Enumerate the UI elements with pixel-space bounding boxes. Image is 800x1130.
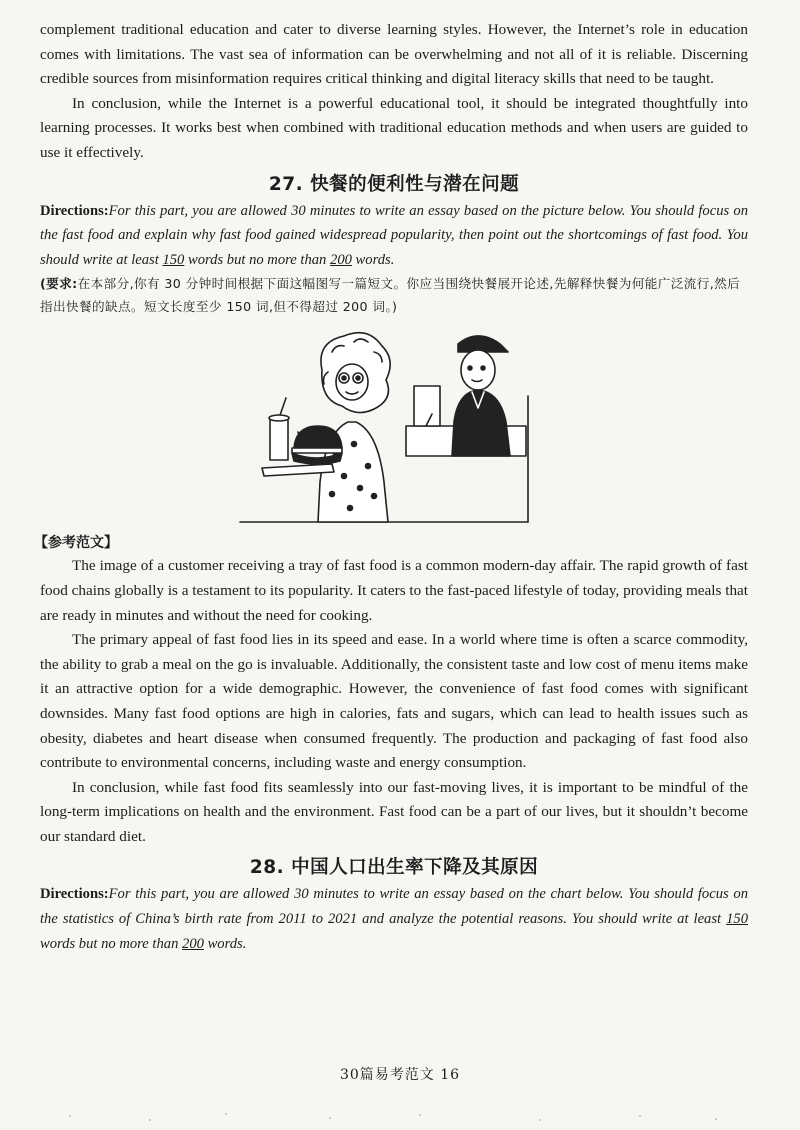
fast-food-illustration xyxy=(236,326,536,526)
essay-paragraph-1: The image of a customer receiving a tray of fast food is a common modern-day affair. The rapid growth of fast food chains globally is a testament to its popularity. It caters to the fast-paced lifestyle of today, providing meals that are ready in minutes and without the need for cooking. xyxy=(40,557,748,624)
section-27-directions xyxy=(40,199,748,273)
directions-text-mid: words but no more than xyxy=(184,251,331,268)
min-words: 150 xyxy=(162,251,185,268)
essay-paragraph-3: In conclusion, while fast food fits seamlessly into our fast-moving lives, it is important to be mindful of the long-term implications on health and the environment. Fast food can be a part of our lives, but it shouldn’t become our standard diet. xyxy=(40,778,748,845)
section-28-title: 28. 中国人口出生率下降及其原因 xyxy=(249,857,539,879)
requirement-label: (要求: xyxy=(40,276,78,292)
essay-paragraph-2: The primary appeal of fast food lies in its speed and ease. In a world where time is often a scarce commodity, the ability to grab a meal on the go is invaluable. Additionally, the consistent taste and low cost of menu items make it an attractive option for a wide demographic. However, the convenience of fast food comes with significant downsides. Many fast food options are high in calories, fats and sugars, which can lead to health issues such as obesity, diabetes and heart disease when consumed frequently. The production and packaging of fast food also contribute to environmental concerns, including waste and energy consumption. xyxy=(40,631,748,772)
intro-paragraph-2: In conclusion, while the Internet is a powerful educational tool, it should be integrated thoughtfully into learning processes. It works best when combined with traditional education methods and when users are guided to use it effectively. xyxy=(40,94,748,161)
section-27-title: 27. 快餐的便利性与潜在问题 xyxy=(268,173,520,195)
directions-label: Directions: xyxy=(40,886,109,903)
reference-heading: 【参考范文】 xyxy=(34,535,118,552)
directions-text-mid: words but no more than xyxy=(40,935,183,952)
directions-text: For this part, you are allowed 30 minutes to write an essay based on the picture below. You should focus on the fast food and explain why fast food gained widespread popularity, then point out the shortcomings of fast food. You should write at least xyxy=(40,202,748,268)
max-words: 200 xyxy=(330,251,352,268)
section-27-requirement xyxy=(40,272,748,318)
min-words: 150 xyxy=(726,911,748,928)
requirement-text: 在本部分,你有 30 分钟时间根据下面这幅图写一篇短文。你应当围绕快餐展开论述,先解释快餐为何能广泛流行,然后指出快餐的缺点。短文长度至少 150 词,但不得超过 200 词。) xyxy=(40,276,741,315)
directions-text-end: words. xyxy=(203,935,247,952)
max-words: 200 xyxy=(182,935,204,952)
intro-paragraph-1: complement traditional education and cater to diverse learning styles. However, the Internet’s role in education comes with limitations. The vast sea of information can be overwhelming and not all of it is reliable. Discerning credible sources from misinformation requires critical thinking and digital literacy skills that need to be taught. xyxy=(40,21,748,88)
page-footer: 30篇易考范文 16 xyxy=(339,1067,461,1083)
directions-text: For this part, you are allowed 30 minutes to write an essay based on the chart below. You should focus on the statistics of China’s birth rate from 2011 to 2021 and analyze the potential reasons. You should write at least xyxy=(40,886,748,928)
section-28-directions xyxy=(40,882,748,956)
directions-text-end: words. xyxy=(351,251,395,268)
directions-label: Directions: xyxy=(40,202,109,219)
scan-speckles xyxy=(0,1108,800,1128)
page-content xyxy=(34,18,748,956)
